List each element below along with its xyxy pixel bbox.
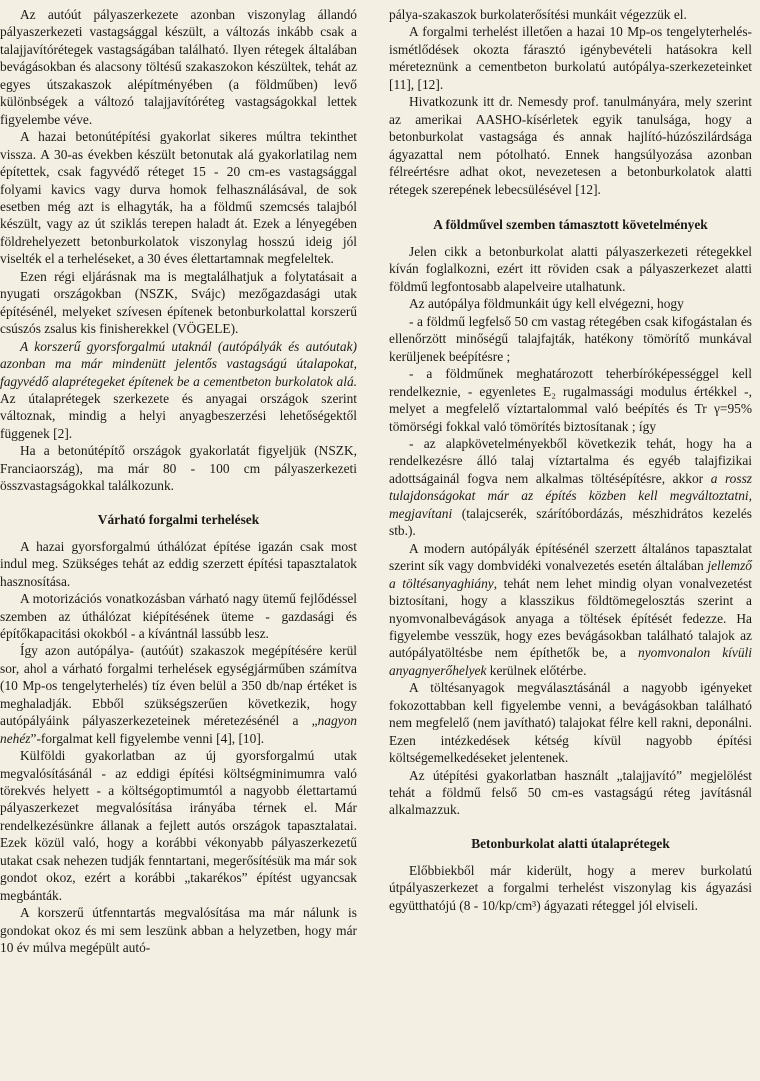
paragraph: Ha a betonútépítő országok gyakorlatát figyeljük (NSZK, Franciaország), ma már 80 - 100 cm pályaszerkezeti összvastagságokkal találkozunk. bbox=[0, 443, 357, 494]
paragraph: pálya-szakaszok burkolaterősítési munkáit végezzük el. bbox=[389, 7, 687, 22]
section-heading: A földművel szemben támasztott követelmények bbox=[433, 216, 708, 232]
paragraph: Előbbiekből már kiderült, hogy a merev burkolatú útpályaszerkezet a forgalmi terhelést viszonylag kis ágyazási együtthatójú (8 - 10/kp/cm³) ágyazati réteggel jól elviseli. bbox=[389, 862, 752, 913]
italic-emphasis: nyomvonalon kívüli anyagnyerőhelyek bbox=[389, 645, 752, 678]
paragraph: Jelen cikk a betonburkolat alatti pályaszerkezeti rétegekkel kíván foglalkozni, ezért itt röviden csak a pályaszerkezet alatti földmű legfontosabb alapelveire utalhatunk. bbox=[389, 243, 752, 294]
list-item: - a földmű legfelső 50 cm vastag rétegében csak kifogástalan és ellenőrzött minőségű talajfajták, hatékony tömörítő munkával kerüljenek beépítésre ; bbox=[389, 313, 752, 364]
list-item bbox=[389, 435, 752, 540]
list-item: - a földműnek meghatározott teherbíróképességgel kell rendelkeznie, - egyenletes E₂ rugalmassági modulus értékkel -, melyet a megfelelő víztartalommal való beépítés és Tr γ=95% tömörségi fokkal való tömörítés biztosítanak ; így bbox=[389, 366, 752, 434]
paragraph: Hivatkozunk itt dr. Nemesdy prof. tanulmányára, mely szerint az amerikai AASHO-kísérletek egyik tanulsága, hogy a betonburkolat vastagsága és annak hajlító-húzószilárdsága ágyazattal nem pótolható. Ennek hangsúlyozása azonban félreértésre adhat okot, nevezetesen a betonburkolatok alatti rétegek szerepének lebecsülésével [12]. bbox=[389, 94, 752, 197]
paragraph bbox=[389, 540, 752, 680]
paragraph-text: , tehát nem lehet mindig olyan vonalvezetést biztosítani, hogy a klasszikus földtömegelosztás szerint a nyomvonalbevágások anyaga a töltések építését fedezze. Ha figyelembe vesszük, hogy ezes bevágásokban található talajok az autópályatöltésbe nem építhetők be, a bbox=[389, 575, 752, 661]
paragraph: A motorizációs vonatkozásban várható nagy ütemű fejlődéssel szemben az úthálózat kiépítésének üteme - gazdasági és építőkapacitási okokból - a kívántnál lassúbb lesz. bbox=[0, 591, 357, 641]
italic-emphasis: jellemző a töltésanyaghiány bbox=[389, 558, 752, 591]
paragraph: Külföldi gyakorlatban az új gyorsforgalmú utak megvalósításánál - az eddigi építési költségminimumra való törekvés helyett - a költségoptimumtól a nagyobb élettartamú pályaszerkezet megvalósítása irányába térnek el. Már rendelkezésünkre állanak a fejlett autós országok tapasztalatai. Ezek közül való, hogy a korábbi vékonyabb pályaszerkezetű utakat csak nehezen tudják fenntartani, megerősítésük ma már sok gondot okoz, ezért a korábbi „takarékos” építést ugyancsak megbánták. bbox=[0, 748, 357, 903]
italic-emphasis: a rossz tulajdonságokat már az építés közben kell megváltoztatni, megjavítani bbox=[389, 470, 752, 521]
italic-emphasis: nagyon nehéz bbox=[0, 713, 357, 746]
paragraph-text: - az alapkövetelményekből következik tehát, hogy ha a rendelkezésre álló talaj víztartalma és egyéb talajfizikai adottságainál fogva nem alkalmas töltésépítésre, akkor bbox=[389, 435, 752, 486]
paragraph: Az autópálya földmunkáit úgy kell elvégezni, hogy bbox=[409, 296, 684, 312]
paragraph: Ezen régi eljárásnak ma is megtalálhatjuk a folytatásait a nyugati országokban (NSZK, Svájc) mezőgazdasági utak építésénél, melyeket szívesen építenek betonburkolattal korszerű csúszós zsalus kis finisherekkel (VÖGELE). bbox=[0, 268, 357, 337]
paragraph: A korszerű útfenntartás megvalósítása ma már nálunk is gondokat okoz és mi sem leszünk abban a helyzetben, hogy már 10 év múlva megépült autó- bbox=[0, 905, 357, 956]
right-column bbox=[389, 6, 752, 914]
paragraph bbox=[0, 338, 357, 443]
paragraph-text: A modern autópályák építésénél szerzett általános tapasztalat szerint sík vagy dombvidéki vonalvezetés esetén általában bbox=[389, 540, 752, 574]
paragraph bbox=[0, 642, 357, 747]
paragraph: A hazai betonútépítési gyakorlat sikeres múltra tekinthet vissza. A 30-as években készült betonutak alá gyakorlatilag nem építettek, csak fagyvédő réteget 15 - 20 cm-es vastagsággal folyami kavics vagy durva homok felhasználásával, de sok esetben még azt is elhagyták, ha a földmű szemcsés talajból készült, vagy az út sziklás terepen haladt át. Ezek a lényegében földrehelyezett betonburkolatok viszonylag hosszú ideig jól viselték el a terheléseket, a 30 éves élettartamnak megfeleltek. bbox=[0, 129, 357, 267]
paragraph: A töltésanyagok megválasztásánál a nagyobb igényeket fokozottabban kell figyelembe venni, a bevágásokban található nem megfelelő (nem javítható) talajokat félre kell rakni, deponálni. Ezen intézkedések kétség kívül nagyobb építési költségemelkedéseket jelentenek. bbox=[389, 680, 752, 766]
section-heading: Várható forgalmi terhelések bbox=[97, 511, 260, 527]
section-heading: Betonburkolat alatti útalaprétegek bbox=[471, 835, 670, 851]
left-column bbox=[0, 6, 357, 957]
paragraph-text: kerülnek előtérbe. bbox=[486, 662, 587, 678]
italic-emphasis: A korszerű gyorsforgalmú utaknál (autópályák és autóutak) azonban ma már mindenütt jelentős vastagságú útalapokat, fagyvédő alaprétegeket építenek be a cementbeton burkolatok alá. bbox=[0, 338, 357, 389]
paragraph: A forgalmi terhelést illetően a hazai 10 Mp-os tengelyterhelés-ismétlődések okozta fárasztó igénybevételi hatásokra kell méreteznünk a cementbeton burkolatú autópálya-szerkezeteinket [11], [12]. bbox=[389, 24, 752, 92]
paragraph: Az útépítési gyakorlatban használt „talajjavító” megjelölést tehát a földmű felső 50 cm-es vastagságú réteg javításnál alkalmazzuk. bbox=[389, 767, 752, 818]
paragraph: A hazai gyorsforgalmú úthálózat építése igazán csak most indul meg. Szükséges tehát az eddig szerzett építési tapasztalatok hasznosítása. bbox=[0, 538, 357, 589]
paragraph: Az autóút pályaszerkezete azonban viszonylag állandó pályaszerkezeti vastagsággal készült, a változás inkább csak a talajjavítórétegek vastagságában található. Ilyen rétegek általában bevágásokban és alacsony töltésű szakaszokon készültek, tehát az egyes útszakaszok alépítményében (a földműben) levő különbségek a változó talajjavítóréteg vastagságokkal lettek figyelembe véve. bbox=[0, 7, 357, 127]
paragraph-text: ”-forgalmat kell figyelembe venni [4], [10]. bbox=[30, 730, 265, 746]
paragraph-text: Az útalaprétegek szerkezete és anyagai országok szerint változnak, mindig a helyi anyagbeszerzési lehetőségektől függenek [2]. bbox=[0, 390, 357, 441]
paragraph-text: Így azon autópálya- (autóút) szakaszok megépítésére kerül sor, ahol a várható forgalmi terhelések egységjárműben számítva (10 Mp-os tengelyterhelés) tíz éven belül a 350 db/nap értéket is meghaladják. Ebből szükségszerűen következik, hogy autópályáink pályaszerkezeteinek méretezésénél a „ bbox=[0, 643, 357, 729]
paragraph-text: (talajcserék, szárítóbordázás, mészhidrátos kezelés stb.). bbox=[389, 505, 752, 539]
